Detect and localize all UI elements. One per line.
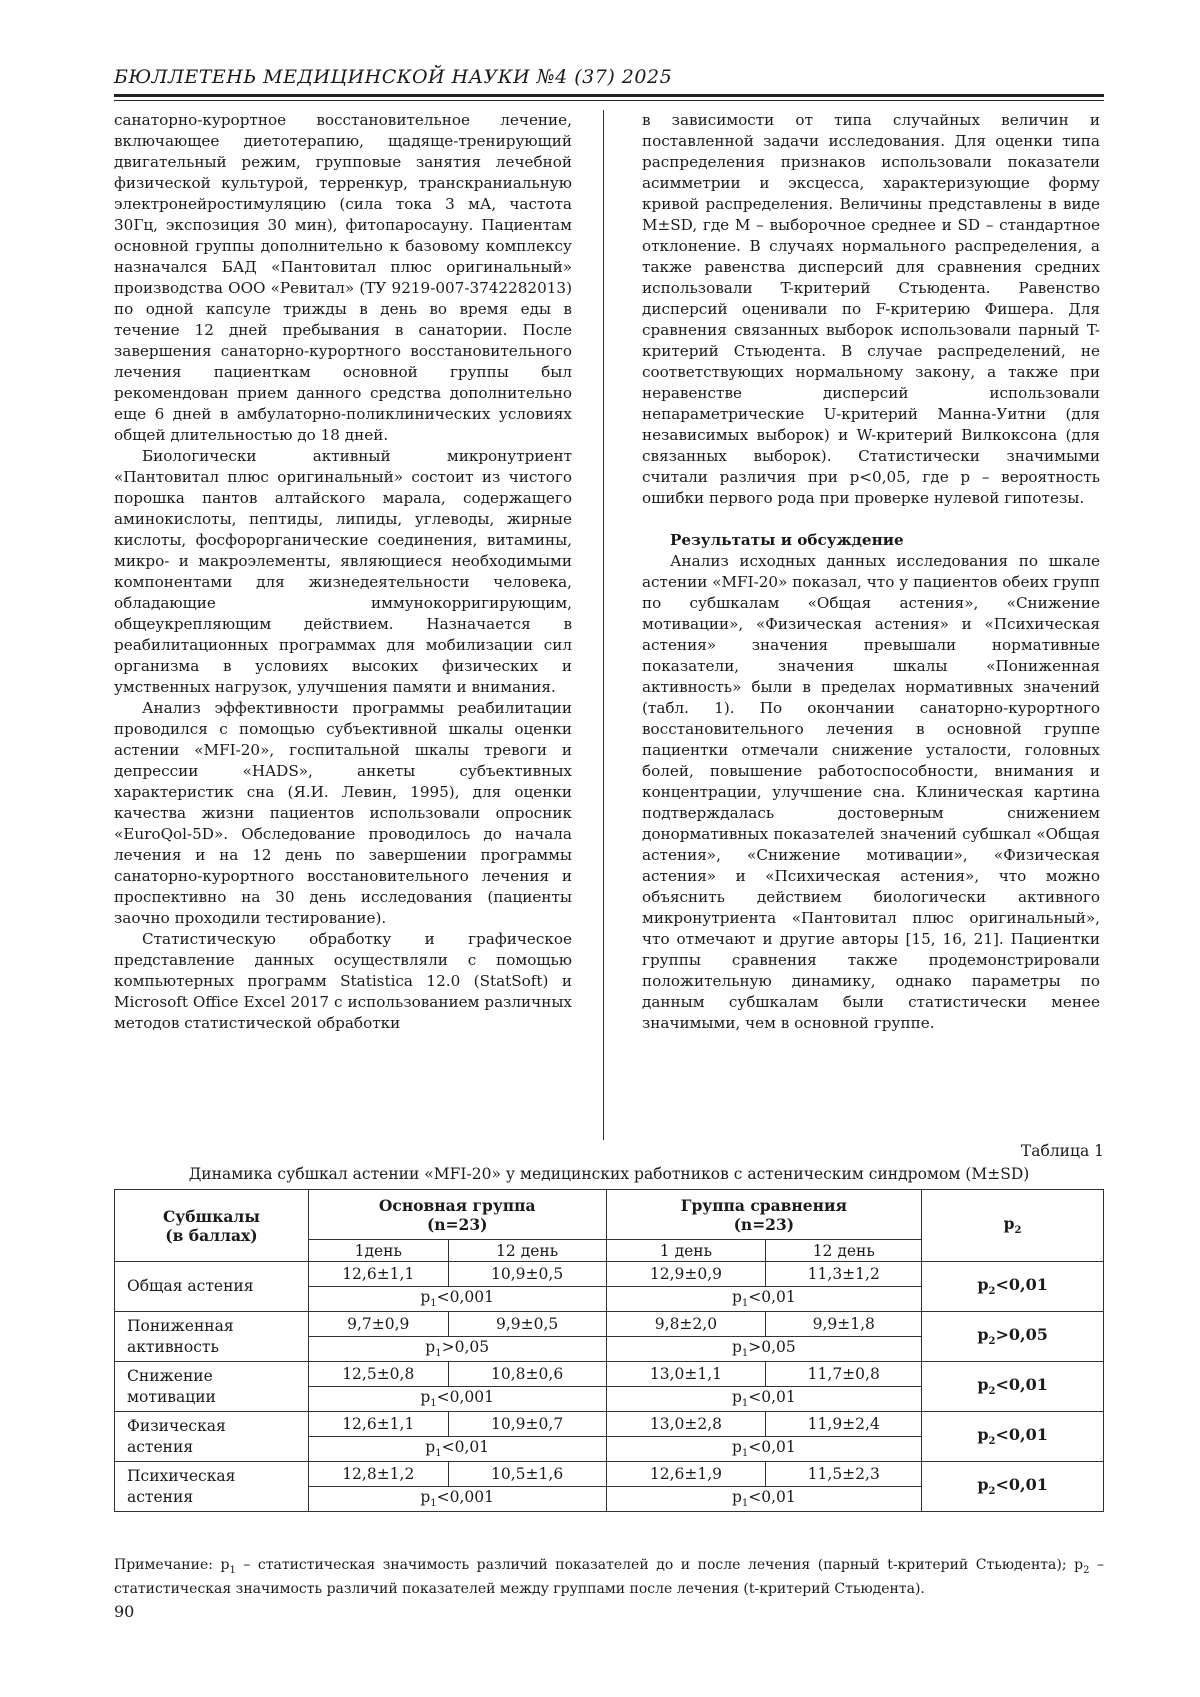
main-p1-value: $p_1<0,001$ xyxy=(308,1487,606,1512)
main-day12-value: 10,5±1,6 xyxy=(448,1462,606,1487)
subscale-name: Снижение мотивации xyxy=(115,1362,309,1412)
comp-day1-value: 9,8±2,0 xyxy=(606,1312,766,1337)
main-day12-value: 10,9±0,7 xyxy=(448,1412,606,1437)
table-header-row xyxy=(115,1190,1104,1240)
header-rule-thin xyxy=(114,100,1104,101)
table-note: Примечание: $p_1$ – статистическая значимость различий показателей до и после лечения (парный t-критерий Стьюдента); $p_2$ – статистическая значимость различий показателей между группами после лечения (t-критерий Стьюдента). xyxy=(114,1557,1104,1597)
subscale-name: Общая астения xyxy=(115,1262,309,1312)
comp-day1-value: 12,9±0,9 xyxy=(606,1262,766,1287)
header-main-day1: 1день xyxy=(308,1240,448,1262)
right-paragraph-1: в зависимости от типа случайных величин и поставленной задачи исследования. Для оценки типа распределения признаков использовали показатели асимметрии и эксцесса, характеризующие форму кривой распределения. Величины представлены в виде M±SD, где M – выборочное среднее и SD – стандартное отклонение. В случаях нормального распределения, а также равенства дисперсий для сравнения средних использовали T-критерий Стьюдента. Равенство дисперсий оценивали по F-критерию Фишера. Для сравнения связанных выборок использовали парный T-критерий Стьюдента. В случае распределений, не соответствующих нормальному закону, а также при неравенстве дисперсий использовали непараметрические U-критерий Манна-Уитни (для независимых выборок) и W-критерий Вилкоксона (для связанных выборок). Статистически значимыми считали различия при p<0,05, где p – вероятность ошибки первого рода при проверке нулевой гипотезы. xyxy=(642,111,1100,507)
header-rule-thick xyxy=(114,94,1104,97)
table-number: Таблица 1 xyxy=(1020,1142,1104,1160)
table-row xyxy=(115,1462,1104,1487)
table-row xyxy=(115,1412,1104,1437)
p2-value: $p_2<0,01$ xyxy=(922,1262,1104,1312)
header-comparison-group: Группа сравнения (n=23) xyxy=(606,1190,922,1240)
mfi20-table xyxy=(114,1189,1104,1512)
right-paragraph-2: Анализ исходных данных исследования по шкале астении «MFI-20» показал, что у пациентов обеих групп по субшкалам «Общая астения», «Снижение мотивации», «Физическая астения» и «Психическая астения» значения превышали нормативные показатели, значения шкалы «Пониженная активность» были в пределах нормативных значений (табл. 1). По окончании санаторно-курортного восстановительного лечения в основной группе пациентки отмечали снижение усталости, головных болей, повышение работоспособности, внимания и концентрации, улучшение сна. Клиническая картина подтверждалась достоверным снижением донормативных показателей значений субшкал «Общая астения», «Снижение мотивации», «Физическая астения» и «Психическая астения», что можно объяснить действием биологически активного микронутриента «Пантовитал плюс оригинальный», что отмечают и другие авторы [15, 16, 21]. Пациентки группы сравнения также продемонстрировали положительную динамику, однако параметры по данным субшкалам были статистически менее значимыми, чем в основной группе. xyxy=(642,552,1100,1032)
comp-p1-value: $p_1>0,05$ xyxy=(606,1337,922,1362)
comp-day12-value: 9,9±1,8 xyxy=(766,1312,922,1337)
comp-day12-value: 11,3±1,2 xyxy=(766,1262,922,1287)
main-p1-value: $p_1<0,001$ xyxy=(308,1387,606,1412)
main-p1-value: $p_1<0,01$ xyxy=(308,1437,606,1462)
main-day1-value: 9,7±0,9 xyxy=(308,1312,448,1337)
comp-p1-value: $p_1<0,01$ xyxy=(606,1437,922,1462)
header-subscales: Субшкалы (в баллах) xyxy=(115,1190,309,1262)
left-paragraph-1: санаторно-курортное восстановительное лечение, включающее диетотерапию, щадяще-тренирующий двигательный режим, групповые занятия лечебной физической культурой, терренкур, транскраниальную электронейростимуляцию (сила тока 3 мА, частота 30Гц, экспозиция 30 мин), фитопаросауну. Пациентам основной группы дополнительно к базовому комплексу назначался БАД «Пантовитал плюс оригинальный» производства ООО «Ревитал» (ТУ 9219-007-3742282013) по одной капсуле трижды в день во время еды в течение 12 дней пребывания в санатории. После завершения санаторно-курортного восстановительного лечения пациенткам основной группы был рекомендован прием данного средства дополнительно еще 6 дней в амбулаторно-поликлинических условиях общей длительностью до 18 дней. xyxy=(114,111,572,444)
main-day1-value: 12,6±1,1 xyxy=(308,1262,448,1287)
main-p1-value: $p_1>0,05$ xyxy=(308,1337,606,1362)
table-caption: Динамика субшкал астении «MFI-20» у медицинских работников с астеническим синдромом (M±SD) xyxy=(188,1165,1030,1183)
table-row xyxy=(115,1312,1104,1337)
comp-day12-value: 11,7±0,8 xyxy=(766,1362,922,1387)
comp-p1-value: $p_1<0,01$ xyxy=(606,1487,922,1512)
comp-day12-value: 11,9±2,4 xyxy=(766,1412,922,1437)
comp-day1-value: 13,0±1,1 xyxy=(606,1362,766,1387)
comp-p1-value: $p_1<0,01$ xyxy=(606,1287,922,1312)
left-paragraph-3: Анализ эффективности программы реабилитации проводился с помощью субъективной шкалы оценки астении «MFI-20», госпитальной шкалы тревоги и депрессии «HADS», анкеты субъективных характеристик сна (Я.И. Левин, 1995), для оценки качества жизни пациентов использовали опросник «EuroQol-5D». Обследование проводилось до начала лечения и на 12 день по завершении программы санаторно-курортного восстановительного лечения и проспективно на 30 день исследования (пациенты заочно проходили тестирование). xyxy=(114,699,572,927)
main-day12-value: 10,9±0,5 xyxy=(448,1262,606,1287)
section-heading-results: Результаты и обсуждение xyxy=(670,531,904,549)
journal-header: БЮЛЛЕТЕНЬ МЕДИЦИНСКОЙ НАУКИ №4 (37) 2025 xyxy=(114,66,673,88)
p2-value: $p_2<0,01$ xyxy=(922,1412,1104,1462)
comp-p1-value: $p_1<0,01$ xyxy=(606,1387,922,1412)
main-day1-value: 12,6±1,1 xyxy=(308,1412,448,1437)
main-day1-value: 12,5±0,8 xyxy=(308,1362,448,1387)
left-paragraph-4: Статистическую обработку и графическое представление данных осуществляли с помощью компьютерных программ Statistica 12.0 (StatSoft) и Microsoft Office Excel 2017 с использованием различных методов статистической обработки xyxy=(114,930,572,1032)
header-comp-day1: 1 день xyxy=(606,1240,766,1262)
main-day1-value: 12,8±1,2 xyxy=(308,1462,448,1487)
column-divider xyxy=(603,110,604,1140)
header-p2: $p_2$ xyxy=(922,1190,1104,1262)
p2-value: $p_2<0,01$ xyxy=(922,1362,1104,1412)
subscale-name: Пониженная активность xyxy=(115,1312,309,1362)
header-main-group: Основная группа (n=23) xyxy=(308,1190,606,1240)
subscale-name: Физическая астения xyxy=(115,1412,309,1462)
main-p1-value: $p_1<0,001$ xyxy=(308,1287,606,1312)
p2-value: $p_2<0,01$ xyxy=(922,1462,1104,1512)
header-comp-day12: 12 день xyxy=(766,1240,922,1262)
comp-day1-value: 12,6±1,9 xyxy=(606,1462,766,1487)
table-row xyxy=(115,1362,1104,1387)
comp-day1-value: 13,0±2,8 xyxy=(606,1412,766,1437)
header-main-day12: 12 день xyxy=(448,1240,606,1262)
main-day12-value: 9,9±0,5 xyxy=(448,1312,606,1337)
left-column xyxy=(114,110,572,1034)
subscale-name: Психическая астения xyxy=(115,1462,309,1512)
right-column xyxy=(642,110,1100,1034)
p2-value: $p_2>0,05$ xyxy=(922,1312,1104,1362)
left-paragraph-2: Биологически активный микронутриент «Пантовитал плюс оригинальный» состоит из чистого порошка пантов алтайского марала, содержащего аминокислоты, пептиды, липиды, углеводы, жирные кислоты, фосфорорганические соединения, витамины, микро- и макроэлементы, являющиеся необходимыми компонентами для жизнедеятельности человека, обладающие иммунокорригирующим, общеукрепляющим действием. Назначается в реабилитационных программах для мобилизации сил организма в условиях высоких физических и умственных нагрузок, улучшения памяти и внимания. xyxy=(114,447,572,696)
comp-day12-value: 11,5±2,3 xyxy=(766,1462,922,1487)
main-day12-value: 10,8±0,6 xyxy=(448,1362,606,1387)
page-number: 90 xyxy=(114,1602,135,1621)
table-row xyxy=(115,1262,1104,1287)
